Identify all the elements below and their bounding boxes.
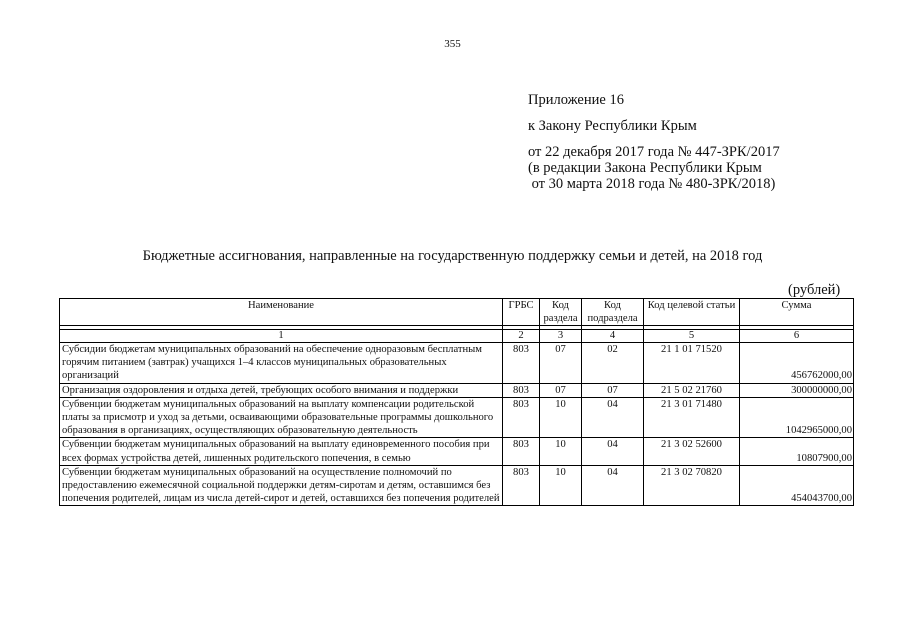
row-target-code: 21 5 02 21760: [644, 383, 740, 397]
table-row: [60, 397, 854, 438]
budget-table: [59, 298, 854, 506]
table-row: [60, 343, 854, 384]
header-target-code: Код целевой статьи: [644, 299, 740, 326]
appendix-law-date: от 22 декабря 2017 года № 447-ЗРК/2017: [528, 144, 780, 160]
header-name: Наименование: [60, 299, 503, 326]
row-section-code: 10: [540, 465, 582, 506]
row-grbs: 803: [503, 397, 540, 438]
column-number: 3: [540, 330, 582, 343]
page-number: 355: [444, 38, 461, 50]
row-sum: 10807900,00: [740, 438, 854, 465]
row-subsection-code: 04: [582, 465, 644, 506]
table-header-row: [60, 299, 854, 326]
row-target-code: 21 3 02 52600: [644, 438, 740, 465]
column-number-row: [60, 330, 854, 343]
row-target-code: 21 3 01 71480: [644, 397, 740, 438]
row-subsection-code: 02: [582, 343, 644, 384]
row-subsection-code: 04: [582, 397, 644, 438]
row-section-code: 10: [540, 397, 582, 438]
row-section-code: 10: [540, 438, 582, 465]
table-row: [60, 438, 854, 465]
row-sum: 454043700,00: [740, 465, 854, 506]
row-section-code: 07: [540, 343, 582, 384]
column-number: 4: [582, 330, 644, 343]
row-target-code: 21 3 02 70820: [644, 465, 740, 506]
row-grbs: 803: [503, 343, 540, 384]
header-sum: Сумма: [740, 299, 854, 326]
row-target-code: 21 1 01 71520: [644, 343, 740, 384]
appendix-law: к Закону Республики Крым: [528, 118, 697, 134]
row-name: Субвенции бюджетам муниципальных образований на осуществление полномочий по предоставлению ежемесячной социальной поддержки детям-сиротам и детям, оставшимся без попечения родителей, лицам из числа детей-сирот и детей, оставшихся без попечения родителей: [60, 465, 503, 506]
table-row: [60, 465, 854, 506]
row-grbs: 803: [503, 438, 540, 465]
row-name: Организация оздоровления и отдыха детей, требующих особого внимания и поддержки: [60, 383, 503, 397]
header-section-code: Код раздела: [540, 299, 582, 326]
column-number: 1: [60, 330, 503, 343]
appendix-block: [528, 92, 780, 192]
header-subsection-code: Код подраздела: [582, 299, 644, 326]
row-sum: 300000000,00: [740, 383, 854, 397]
table-row: [60, 383, 854, 397]
row-subsection-code: 07: [582, 383, 644, 397]
appendix-edition: (в редакции Закона Республики Крым: [528, 160, 762, 176]
header-grbs: ГРБС: [503, 299, 540, 326]
row-subsection-code: 04: [582, 438, 644, 465]
row-sum: 456762000,00: [740, 343, 854, 384]
appendix-number: Приложение 16: [528, 92, 624, 108]
row-section-code: 07: [540, 383, 582, 397]
column-number: 2: [503, 330, 540, 343]
row-name: Субсидии бюджетам муниципальных образований на обеспечение одноразовым бесплатным горячим питанием (завтрак) учащихся 1–4 классов муниципальных образовательных организаций: [60, 343, 503, 384]
units-label: (рублей): [788, 282, 841, 298]
row-sum: 1042965000,00: [740, 397, 854, 438]
column-number: 6: [740, 330, 854, 343]
row-grbs: 803: [503, 383, 540, 397]
row-grbs: 803: [503, 465, 540, 506]
document-title: Бюджетные ассигнования, направленные на государственную поддержку семьи и детей, на 2018 год: [142, 248, 763, 264]
row-name: Субвенции бюджетам муниципальных образований на выплату единовременного пособия при всех формах устройства детей, лишенных родительского попечения, в семью: [60, 438, 503, 465]
appendix-edition-date: от 30 марта 2018 года № 480-ЗРК/2018): [528, 176, 776, 192]
column-number: 5: [644, 330, 740, 343]
row-name: Субвенции бюджетам муниципальных образований на выплату компенсации родительской платы за присмотр и уход за детьми, осваивающими образовательные программы дошкольного образования в организациях, осуществляющих образовательную деятельность: [60, 397, 503, 438]
